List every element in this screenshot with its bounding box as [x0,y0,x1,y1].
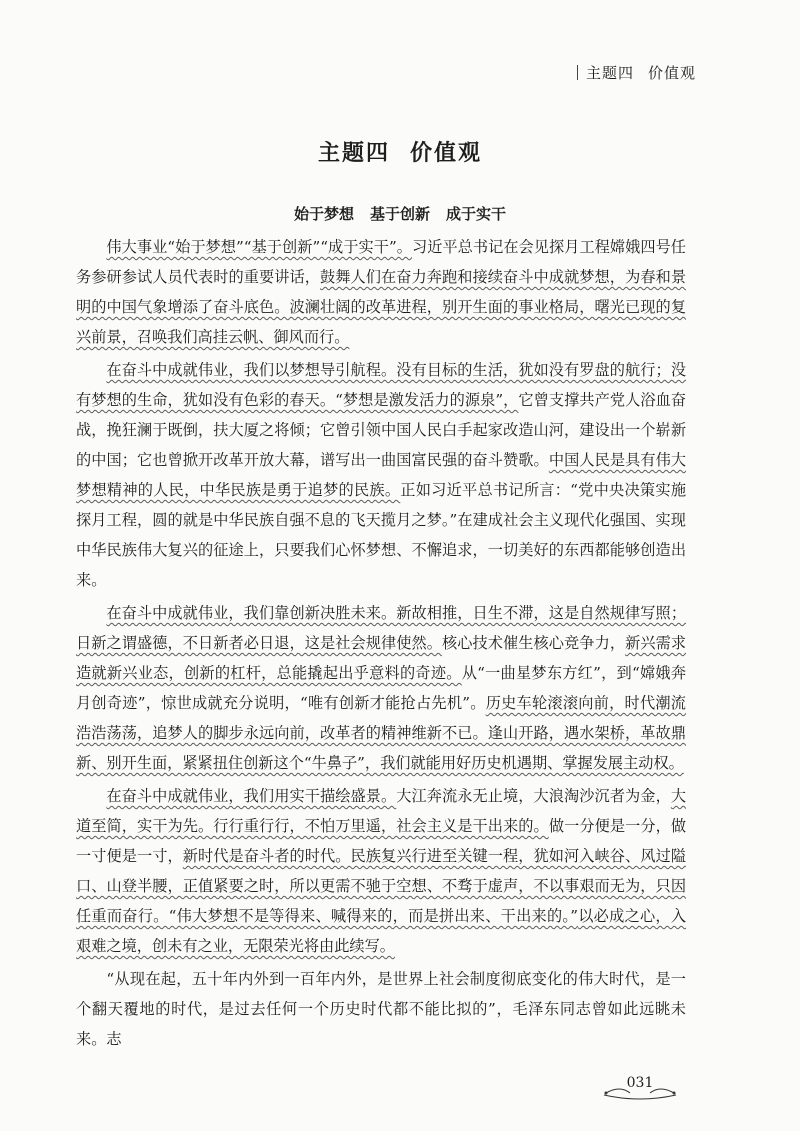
underlined-text: 以必成之心，入艰难之境，创未有之业，无限荣光将由此续写。 [76,907,687,955]
plain-text: 习近平总书记在会见探月工程嫦娥四号任务参研参试人员代表时的重要讲话， [76,238,686,286]
essay-title-part-1: 始于梦想 [293,205,354,223]
page-number [600,1071,680,1101]
running-head [577,62,696,83]
underlined-text: 在奋斗中成就伟业，我们靠创新决胜未来。新故相推，日生不滞，这是自然规律写照；日新之谓盛德，不日新者必日退，这是社会规律使然。 [76,604,686,652]
underlined-text: 在奋斗中成就伟业，我们用实干描绘盛景。 [106,787,397,805]
plain-text: 核心技术催生核心竞争力， [442,634,626,652]
underlined-text: 中国人民是具有伟大梦想精神的人民，中华民族是勇于追梦的民族。 [76,451,687,499]
essay-title-part-3: 成于实干 [446,205,507,223]
underlined-text: 新兴需求造就新兴业态，创新的杠杆，总能撬起出乎意料的奇迹。 [76,634,687,682]
chapter-topic: 价值观 [410,140,483,166]
underlined-text: 鼓舞人们在奋力奔跑和接续奋斗中成就梦想，为春和景明的中国气象增添了奋斗底色。波澜壮阔的改革进程，别开生面的事业格局，曙光已现的复兴前景，召唤我们高挂云帆、御风而行。 [76,268,687,346]
underlined-text: 在奋斗中成就伟业，我们以梦想导引航程。没有目标的生活，犹如没有罗盘的航行；没有梦想的生命，犹如没有色彩的春天。“梦想是激发活力的源泉”， [76,361,686,409]
essay-title-part-2: 基于创新 [369,205,430,223]
running-head-section: 主题四 [585,64,634,82]
underlined-text: 大道至简，实干为先。行行重行行，不怕万里遥，社会主义是干出来的。 [76,787,687,835]
chapter-title [0,136,800,167]
paragraph-4 [76,781,686,961]
plain-text: 大江奔流永无止境，大浪淘沙沉者为金， [396,787,671,805]
plain-text: 从“一曲星梦东方红”，到“嫦娥奔月创奇迹”，惊世成就充分说明，“唯有创新才能抢占先机”。 [76,664,687,712]
paragraph-2 [76,355,686,595]
essay-body [76,232,686,1057]
page-number-text: 031 [626,1075,654,1091]
running-head-topic: 价值观 [647,64,696,82]
essay-title [0,203,800,224]
underlined-text: 伟大事业“始于梦想”“基于创新”“成于实干”。 [106,238,412,256]
underlined-text: 新时代是奋斗者的时代。民族复兴行进至关键一程，犹如河入峡谷、风过隘口、山登半腰，正值紧要之时，所以更需不驰于空想、不骛于虚声，不以事艰而无为，只因任重而奋行。“伟大梦想不是等得来、喊得来的，而是拼出来、干出来的。” [76,847,687,925]
paragraph-5 [76,964,686,1054]
running-head-divider [577,65,578,80]
plain-text: “从现在起，五十年内外到一百年内外，是世界上社会制度彻底变化的伟大时代，是一个翻天覆地的时代，是过去任何一个历史时代都不能比拟的”，毛泽东同志曾如此远眺未来。志 [76,970,686,1048]
paragraph-3 [76,598,686,778]
chapter-section: 主题四 [317,140,390,166]
plain-text: 做一分便是一分，做一寸便是一寸， [76,817,687,865]
plain-text: 正如习近平总书记所言：“党中央决策实施探月工程，圆的就是中华民族自强不息的飞天揽月之梦。”在建成社会主义现代化强国、实现中华民族伟大复兴的征途上，只要我们心怀梦想、不懈追求，一切美好的东西都能够创造出来。 [76,481,687,589]
underlined-text: 历史车轮滚滚向前，时代潮流浩浩荡荡，追梦人的脚步永远向前，改革者的精神维新不已。逢山开路，遇水架桥，革故鼎新、别开生面，紧紧扭住创新这个“牛鼻子”，我们就能用好历史机遇期、掌握发展主动权。 [76,694,686,772]
plain-text: 它曾支撑共产党人浴血奋战，挽狂澜于既倒，扶大厦之将倾；它曾引领中国人民白手起家改造山河，建设出一个崭新的中国；它也曾掀开改革开放大幕，谱写出一曲国富民强的奋斗赞歌。 [76,391,687,469]
paragraph-1 [76,232,686,352]
